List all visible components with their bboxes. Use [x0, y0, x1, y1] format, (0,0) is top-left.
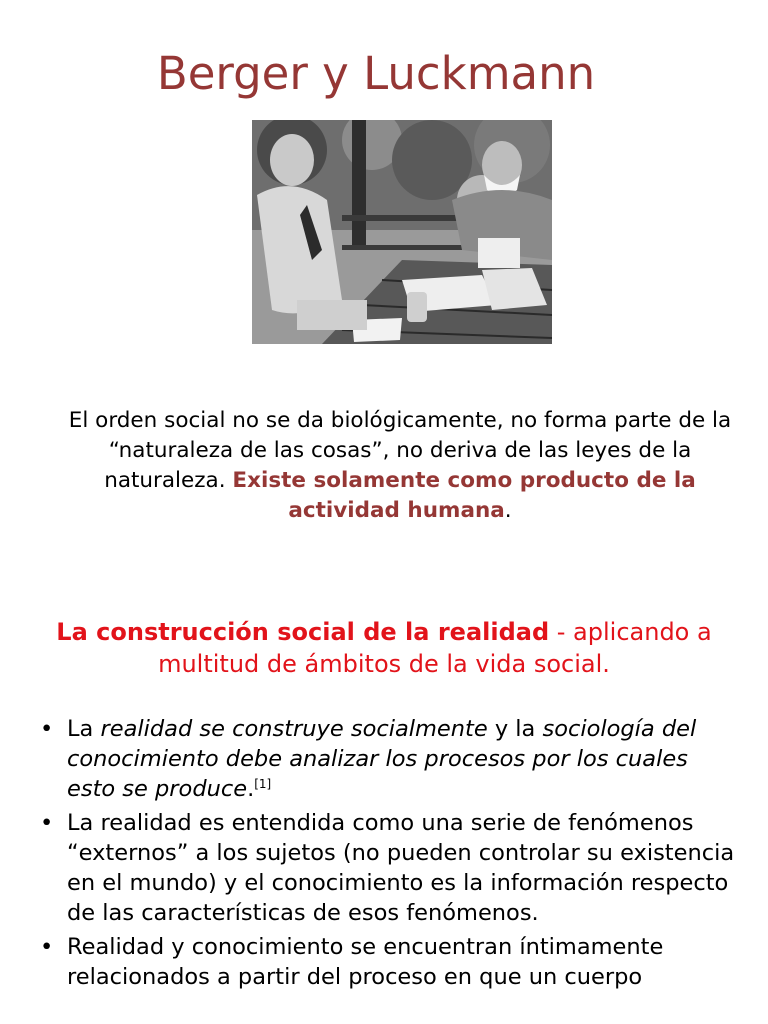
bullet-1-text-a: La	[67, 716, 101, 742]
berger-luckmann-photo	[252, 120, 552, 344]
bullet-list	[40, 714, 740, 996]
section-subtitle	[20, 616, 748, 680]
bullet-1-italic-a: realidad se construye socialmente	[100, 716, 488, 742]
bullet-marker: •	[40, 716, 54, 742]
intro-highlight: Existe solamente como producto de la actividad humana	[232, 468, 696, 523]
bullet-item-3	[40, 932, 740, 992]
bullet-1-italic-b: sociología del conocimiento debe analizar los procesos por los cuales esto se produce	[67, 716, 697, 802]
subtitle-bold: La construcción social de la realidad	[56, 618, 550, 646]
bullet-marker: •	[40, 934, 54, 960]
bullet-marker: •	[40, 810, 54, 836]
slide-title: Berger y Luckmann	[156, 47, 596, 100]
bullet-2-text: La realidad es entendida como una serie de fenómenos “externos” a los sujetos (no pueden controlar su existencia en el mundo) y el conocimiento es la información respecto de las características de esos fenómenos.	[67, 810, 735, 926]
intro-text: El orden social no se da biológicamente, no forma parte de la “naturaleza de las cosas”, no deriva de las leyes de la naturaleza.	[68, 408, 732, 493]
bullet-3-text: Realidad y conocimiento se encuentran íntimamente relacionados a partir del proceso en que un cuerpo	[67, 934, 664, 990]
bullet-1-text-b: y la	[487, 716, 543, 742]
footnote-ref[interactable]: [1]	[254, 777, 272, 791]
bullet-1-text-c: .	[247, 776, 255, 802]
intro-paragraph	[60, 406, 740, 526]
intro-end: .	[504, 498, 512, 523]
bullet-item-2	[40, 808, 740, 928]
bullet-item-1	[40, 714, 740, 804]
subtitle-rest: - aplicando a multitud de ámbitos de la vida social.	[158, 618, 712, 678]
